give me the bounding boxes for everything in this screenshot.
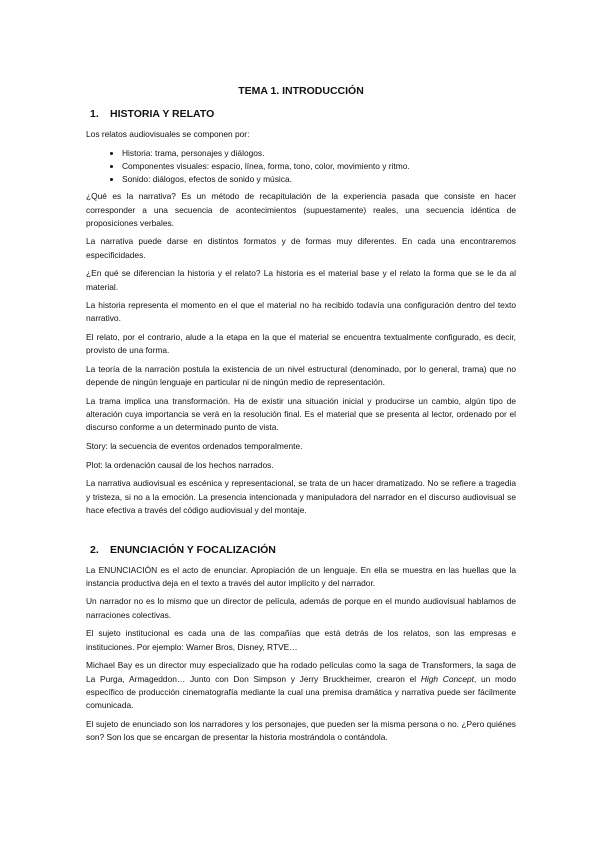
section-heading-enunciacion [86, 543, 516, 557]
italic-term: High Concept [420, 673, 474, 684]
paragraph: La narrativa puede darse en distintos formatos y de formas muy diferentes. En cada una encontraremos especificidades. [86, 236, 516, 260]
paragraph-text: , un modo específico de producción cinematografía mediante la cual una premisa dramática y narrativa puede ser fácilmente comunicada. [86, 673, 516, 710]
paragraph-text: Michael Bay es un director muy especializado que ha rodado películas como la saga de Transformers, la saga de La Purga, Armageddon… Junto con Don Simpson y Jerry Bruckheimer, crearon el [86, 660, 516, 684]
paragraph: La historia representa el momento en el que el material no ha recibido todavía una configuración dentro del texto narrativo. [86, 300, 516, 324]
paragraph: El relato, por el contrario, alude a la etapa en la que el material se encuentra textualmente configurado, es decir, provisto de una forma. [86, 332, 516, 356]
paragraph: Story: la secuencia de eventos ordenados temporalmente. [86, 441, 303, 452]
section-title: ENUNCIACIÓN Y FOCALIZACIÓN [110, 543, 276, 556]
paragraph: ¿Qué es la narrativa? Es un método de recapitulación de la experiencia pasada que consiste en hacer corresponder a una secuencia de acontecimientos (supuestamente) reales, una secuencia idéntica de proposiciones verbales. [86, 191, 516, 228]
list-item: • Sonido: diálogos, efectos de sonido y música. [122, 173, 516, 186]
components-list [86, 147, 516, 187]
paragraph: Un narrador no es lo mismo que un director de película, además de porque en el mundo audiovisual hablamos de narraciones colectivas. [86, 596, 516, 620]
section-title: HISTORIA Y RELATO [110, 108, 215, 120]
paragraph: La narrativa audiovisual es escénica y representacional, se trata de un hacer dramatizado. No se refiere a tragedia y tristeza, si no a la emoción. La presencia intencionada y manipuladora del narrador en el discurso audiovisual se hace efectiva a través del código audiovisual y del montaje. [86, 478, 516, 515]
paragraph: ¿En qué se diferencian la historia y el relato? La historia es el material base y el relato la forma que se le da al material. [86, 268, 516, 292]
paragraph: El sujeto de enunciado son los narradores y los personajes, que pueden ser la misma persona o no. ¿Pero quiénes son? Son los que se encargan de presentar la historia mostrándola o contándola. [86, 718, 516, 742]
page-title: TEMA 1. INTRODUCCIÓN [238, 85, 364, 97]
paragraph: El sujeto institucional es cada una de las compañías que está detrás de los relatos, son las empresas e instituciones. Por ejemplo: Warner Bros, Disney, RTVE… [86, 628, 516, 652]
paragraph: La teoría de la narración postula la existencia de un nivel estructural (denominado, por lo general, trama) que no depende de ningún lenguaje en particular ni de ningún medio de representación. [86, 364, 516, 388]
paragraph: Plot: la ordenación causal de los hechos narrados. [86, 459, 274, 470]
paragraph: La ENUNCIACIÓN es el acto de enunciar. Apropiación de un lenguaje. En ella se muestra en las huellas que la instancia productiva deja en el texto a través del autor implícito y del narrador. [86, 564, 516, 588]
section-number: 1. [90, 108, 99, 120]
list-item: • Componentes visuales: espacio, línea, forma, tono, color, movimiento y ritmo. [122, 160, 516, 173]
section-heading-historia [86, 107, 516, 121]
section-spacer [86, 523, 516, 543]
list-item: • Historia: trama, personajes y diálogos. [122, 147, 516, 160]
paragraph: La trama implica una transformación. Ha de existir una situación inicial y producirse un cambio, algún tipo de alteración cuya importancia se verá en la resolución final. Es el material que se presenta al lector, ordenado por el discurso conforme a un determinado punto de vista. [86, 395, 516, 433]
document-content [86, 84, 516, 750]
paragraph-michael-bay [86, 659, 516, 712]
section-intro: Los relatos audiovisuales se componen por: [86, 129, 250, 139]
section-number: 2. [90, 543, 99, 556]
